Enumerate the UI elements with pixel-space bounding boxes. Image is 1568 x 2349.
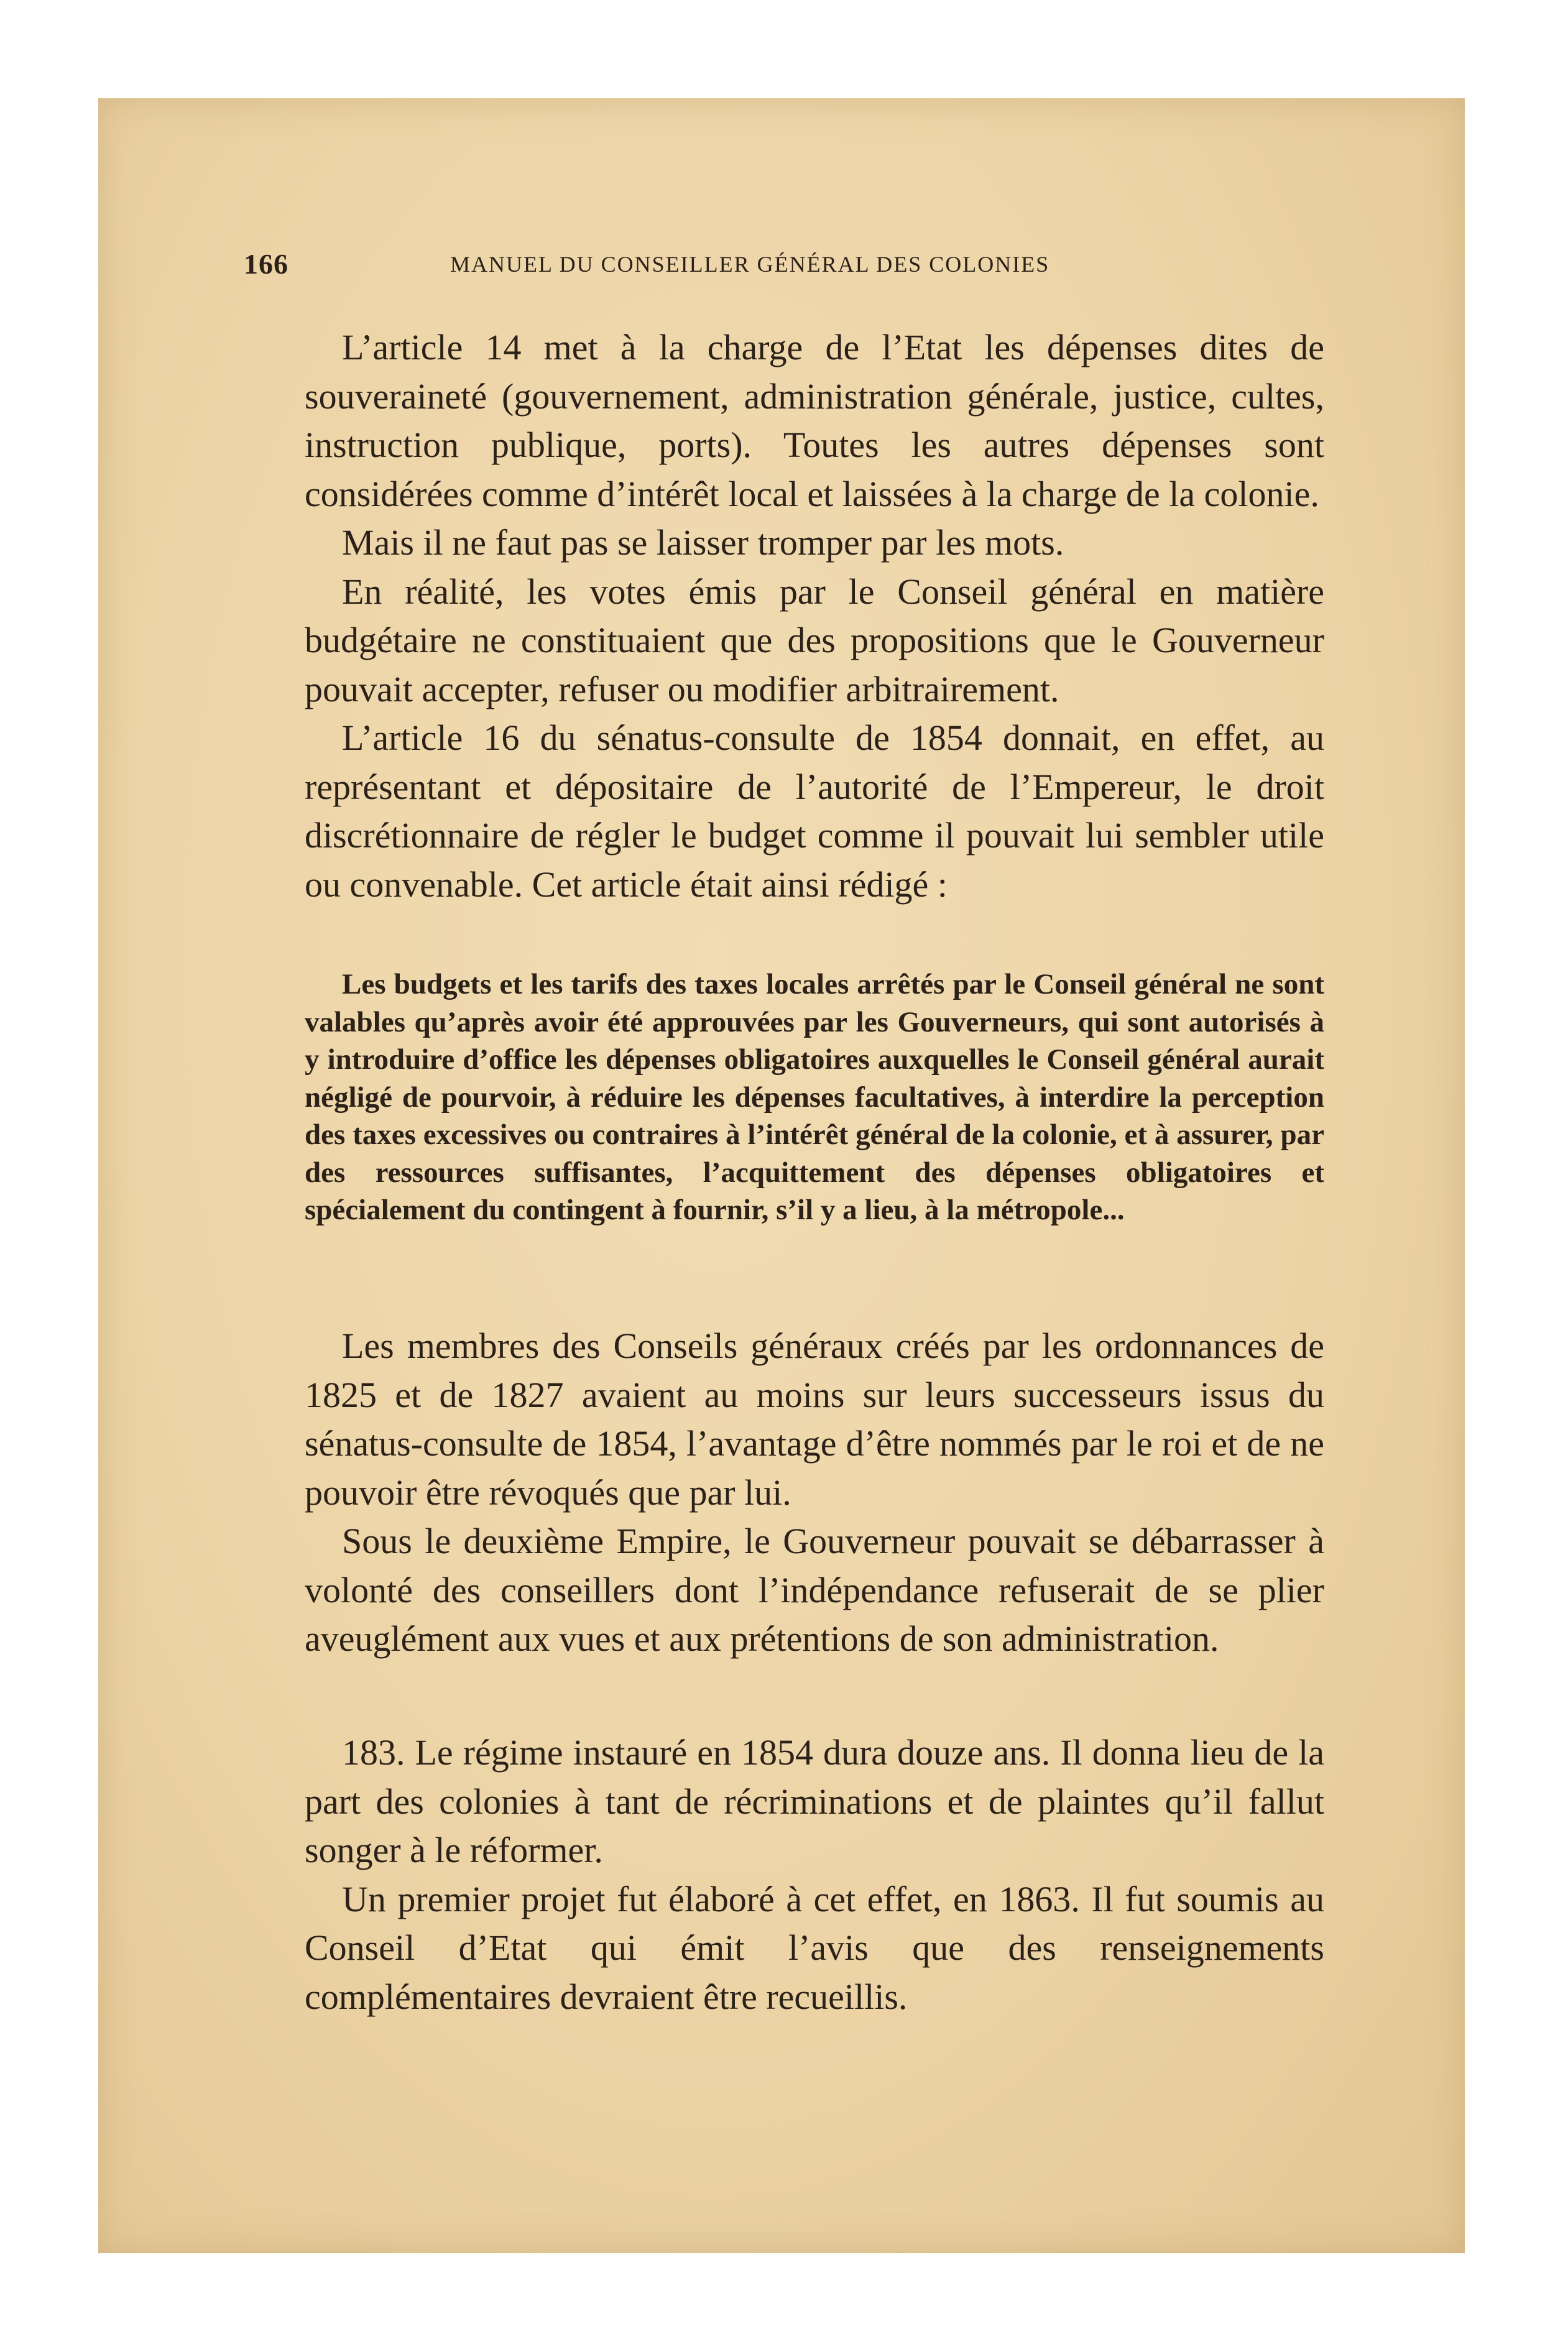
paragraph: 183. Le régime instauré en 1854 dura douze ans. Il donna lieu de la part des colonies à tant de récriminations et de plaintes qu’il fallut songer à le réformer. — [305, 1732, 1324, 1870]
paragraph: Un premier projet fut élaboré à cet effet, en 1863. Il fut soumis au Conseil d’Etat qui émit l’avis que des renseignements complémentaires devraient être recueillis. — [305, 1878, 1324, 2017]
paragraph: Les membres des Conseils généraux créés par les ordonnances de 1825 et de 1827 avaient au moins sur leurs successeurs issus du sénatus-consulte de 1854, l’avantage d’être nommés par le roi et de ne pouvoir être révoqués que par lui. — [305, 1326, 1324, 1513]
page-header — [244, 247, 1263, 285]
page-number: 166 — [244, 248, 288, 280]
paragraph: Mais il ne faut pas se laisser tromper par les mots. — [342, 522, 1064, 563]
paragraph: L’article 16 du sénatus-consulte de 1854 donnait, en effet, au représentant et dépositaire de l’autorité de l’Empereur, le droit discrétionnaire de régler le budget comme il pouvait lui sembler utile ou convenable. Cet article était ainsi rédigé : — [305, 718, 1324, 905]
running-head: MANUEL DU CONSEILLER GÉNÉRAL DES COLONIES — [450, 252, 1050, 277]
paragraph: Sous le deuxième Empire, le Gouverneur pouvait se débarrasser à volonté des conseillers dont l’indépendance refuserait de se plier aveuglément aux vues et aux prétentions de son administration. — [305, 1521, 1324, 1659]
block-quote — [305, 966, 1324, 1229]
body-text-middle — [305, 1322, 1324, 1664]
paragraph: L’article 14 met à la charge de l’Etat les dépenses dites de souveraineté (gouvernement, administration générale, justice, cultes, instruction publique, ports). Toutes les autres dépenses sont considérées comme d’intérêt local et laissées à la charge de la colonie. — [305, 327, 1324, 514]
body-text-top — [305, 323, 1324, 909]
paragraph: En réalité, les votes émis par le Conseil général en matière budgétaire ne constituaient que des propositions que le Gouverneur pouvait accepter, refuser ou modifier arbitrairement. — [305, 571, 1324, 709]
quote-text: Les budgets et les tarifs des taxes locales arrêtés par le Conseil général ne sont valables qu’après avoir été approuvées par les Gouverneurs, qui sont autorisés à y introduire d’office les dépenses obligatoires auxquelles le Conseil général aurait négligé de pourvoir, à réduire les dépenses facultatives, à interdire la perception des taxes excessives ou contraires à l’intérêt général de la colonie, et à assurer, par des ressources suffisantes, l’acquittement des dépenses obligatoires et spécialement du contingent à fournir, s’il y a lieu, à la métropole... — [305, 968, 1324, 1226]
body-text-bottom — [305, 1728, 1324, 2021]
